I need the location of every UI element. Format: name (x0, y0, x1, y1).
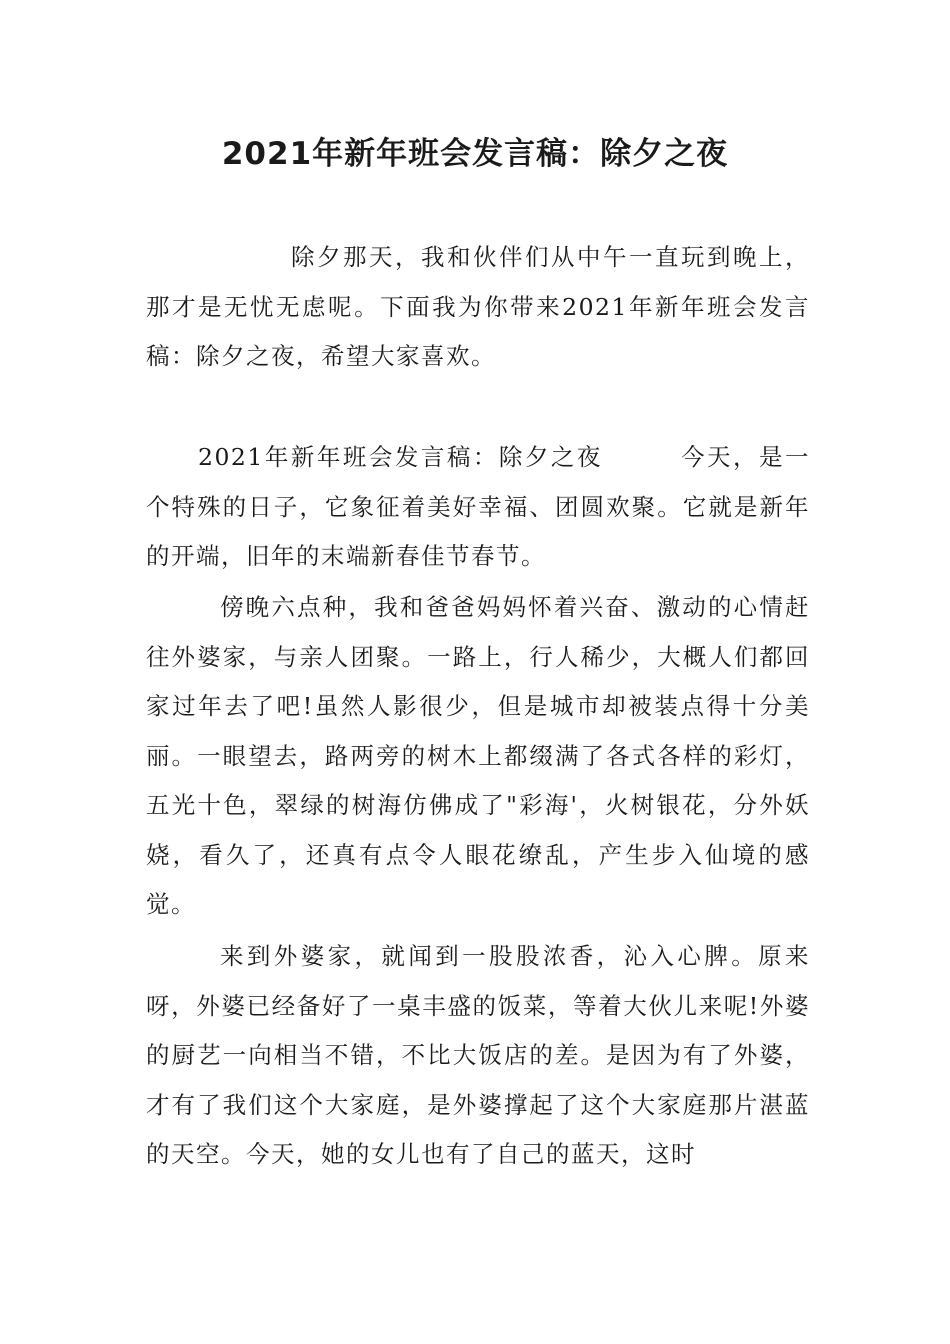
document-title: 2021年新年班会发言稿：除夕之夜 (221, 136, 729, 172)
body-paragraph-3: 来到外婆家，就闻到一股股浓香，沁入心脾。原来呀，外婆已经备好了一桌丰盛的饭菜，等着大伙儿来呢!外婆的厨艺一向相当不错，不比大饭店的差。是因为有了外婆，才有了我们这个大家庭，是外婆撑起了这个大家庭那片湛蓝的天空。今天，她的女儿也有了自己的蓝天，这时 (146, 942, 810, 1168)
body-paragraph-2: 傍晚六点种，我和爸爸妈妈怀着兴奋、激动的心情赶往外婆家，与亲人团聚。一路上，行人稀少，大概人们都回家过年去了吧!虽然人影很少，但是城市却被装点得十分美丽。一眼望去，路两旁的树木上都缀满了各式各样的彩灯，五光十色，翠绿的树海仿佛成了"彩海'，火树银花，分外妖娆，看久了，还真有点令人眼花缭乱，产生步入仙境的感觉。 (146, 593, 810, 918)
body-paragraph-1: 2021年新年班会发言稿：除夕之夜 今天，是一个特殊的日子，它象征着美好幸福、团圆欢聚。它就是新年的开端，旧年的末端新春佳节春节。 (146, 443, 810, 570)
intro-paragraph: 除夕那天，我和伙伴们从中午一直玩到晚上，那才是无忧无虑呢。下面我为你带来2021年新年班会发言稿：除夕之夜，希望大家喜欢。 (146, 243, 810, 370)
